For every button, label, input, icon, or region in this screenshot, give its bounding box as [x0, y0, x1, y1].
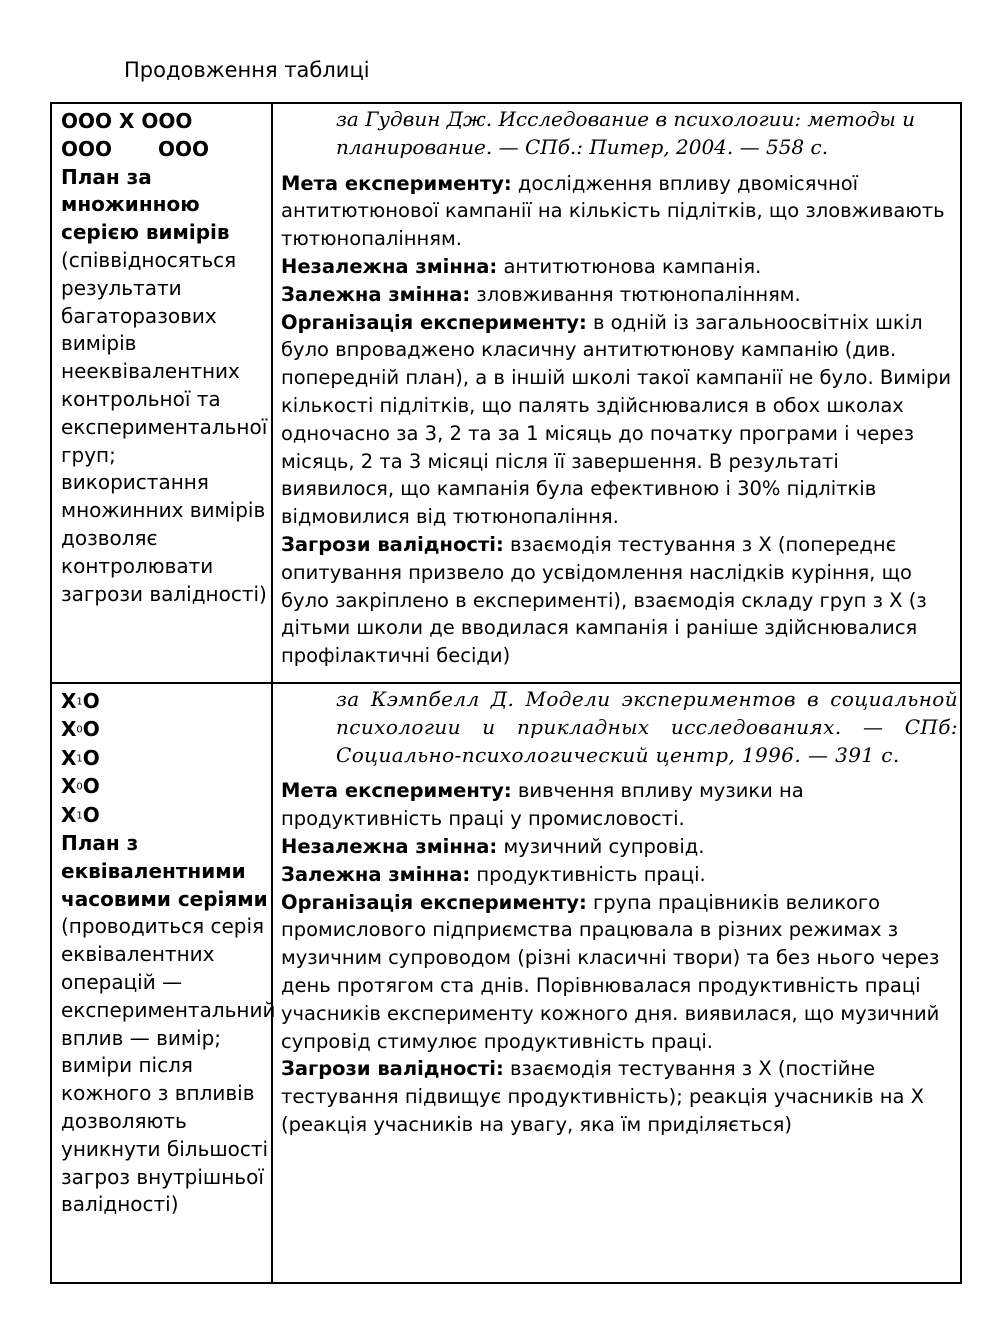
organization-paragraph: Організація експерименту: група працівників великого промислового підприємства працювала в різних режимах з музичним супроводом (різні класичні твори) та без нього через день протягом ста днів. Порівнювалася продуктивність праці учасників експерименту кожного дня. виявилася, що музичний супровід стимулює продуктивність праці. — [281, 890, 940, 1053]
dependent-variable: Залежна змінна: продуктивність праці. — [281, 862, 706, 886]
experiment-plans-table — [50, 102, 962, 1284]
scheme-line: X0O — [61, 774, 100, 799]
organization-paragraph: Організація експерименту: в одній із загальноосвітніх шкіл було впроваджено класичну антитютюнову кампанію (див. попередній план), а в іншій школі такої кампанії не було. Виміри кількості підлітків, що палять здійснювалися в обох школах одночасно за 3, 2 та за 1 місяць до початку програми і через місяць, 2 та 3 місяці після її завершення. В результаті виявилося, що кампанія була ефективною і 30% підлітків відмовилися від тютюнопаління. — [281, 310, 952, 529]
dependent-variable: Залежна змінна: зловживання тютюнопалінням. — [281, 282, 801, 306]
plan-scheme — [61, 688, 269, 830]
table-row — [51, 103, 961, 683]
plan-description: (співвідносяться результати багаторазових вимірів нееквівалентних контрольної та експериментальної груп; використання множинних вимірів дозволяє контролювати загрози валідності) — [61, 247, 268, 606]
reference-citation: за Кэмпбелл Д. Модели экспериментов в социальной психологии и прикладных исследованиях. — СПб: Социально-психологический центр, 1996. — 391 с. — [336, 687, 958, 767]
scheme-line: X1O — [61, 689, 100, 713]
goal-paragraph: Мета експерименту: вивчення впливу музики на продуктивність праці у промисловості. — [281, 779, 804, 831]
description-cell — [272, 103, 961, 683]
scheme-line: X1O — [61, 745, 100, 770]
plan-title: План з еквівалентними часовими серіями — [61, 830, 268, 911]
plan-title: План за множинною серією вимірів — [61, 164, 230, 245]
independent-variable: Незалежна змінна: музичний супровід. — [281, 834, 705, 858]
validity-threats: Загрози валідності: взаємодія тестування з Х (попереднє опитування призвело до усвідомлення наслідків куріння, що було закріплено в експерименті), взаємодія складу груп з Х (з дітьми школи де вводилася кампанія і раніше здійснювалися профілактичні бесіди) — [281, 532, 927, 668]
independent-variable: Незалежна змінна: антитютюнова кампанія. — [281, 254, 762, 278]
plan-scheme — [61, 108, 269, 164]
scheme-line: ООО ООО — [61, 136, 210, 161]
reference-citation: за Гудвин Дж. Исследование в психологии: методы и планирование. — СПб.: Питер, 2004. — 558 с. — [336, 107, 916, 159]
scheme-line: ООО Х ООО — [61, 109, 193, 133]
scheme-line: X1O — [61, 802, 100, 827]
plan-description: (проводиться серія еквівалентних операцій — експериментальний вплив — вимір; виміри після кожного з впливів дозволяють уникнути більшості загроз внутрішньої валідності) — [61, 914, 276, 1217]
plan-cell — [51, 103, 272, 683]
description-cell — [272, 683, 961, 1283]
plan-cell — [51, 683, 276, 1283]
scheme-line: X0O — [61, 717, 100, 742]
goal-paragraph: Мета експерименту: дослідження впливу двомісячної антитютюнової кампанії на кількість підлітків, що зловживають тютюнопалінням. — [281, 171, 945, 251]
table-row — [51, 683, 961, 1283]
validity-threats: Загрози валідності: взаємодія тестування з Х (постійне тестування підвищує продуктивність); реакція учасників на Х (реакція учасників на увагу, яка їм приділяється) — [281, 1057, 924, 1136]
table-caption: Продовження таблиці — [124, 58, 370, 82]
